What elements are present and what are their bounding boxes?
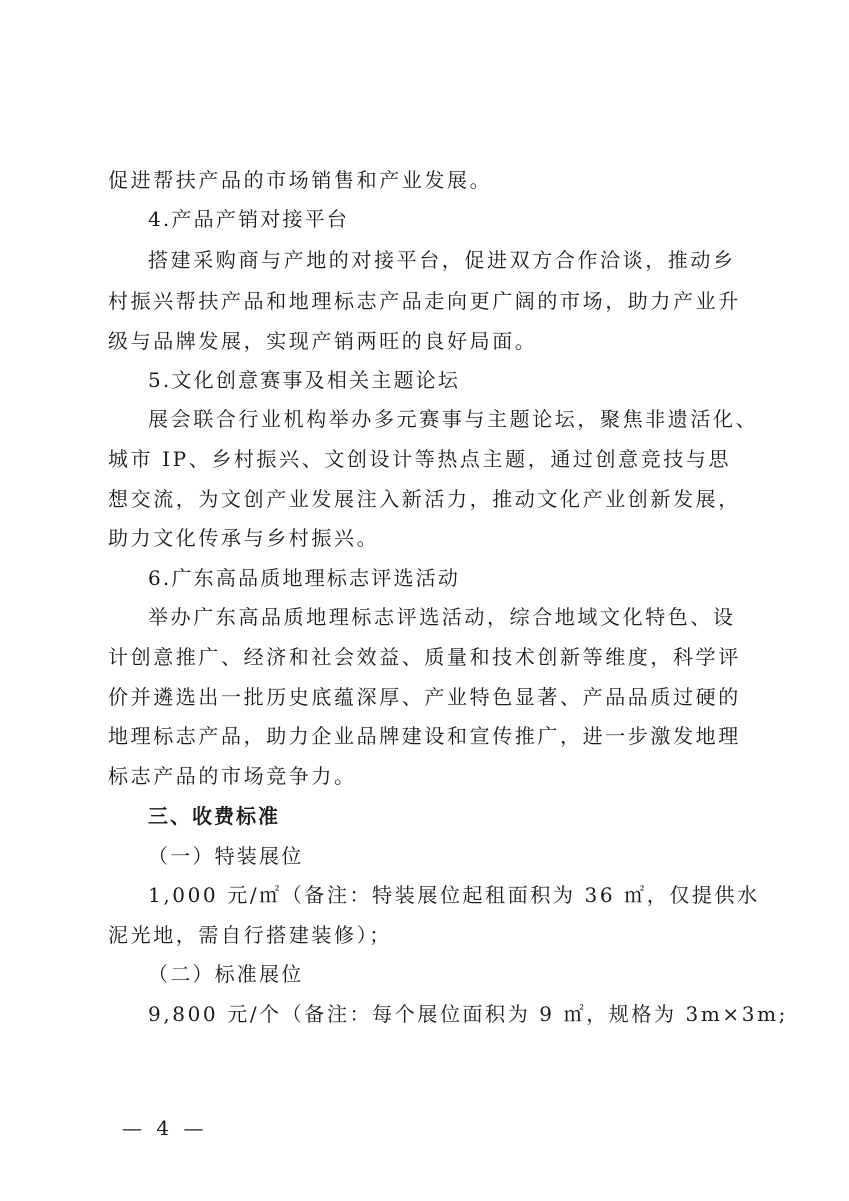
page-number: — 4 — — [122, 1116, 208, 1140]
paragraph-line: 标志产品的市场竞争力。 — [108, 764, 357, 788]
paragraph-line: 级与品牌发展，实现产销两旺的良好局面。 — [108, 329, 538, 353]
paragraph-line: 展会联合行业机构举办多元赛事与主题论坛，聚焦非遗活化、 — [148, 407, 759, 431]
paragraph-line: 1,000 元/㎡（备注：特装展位起租面积为 36 ㎡，仅提供水 — [148, 883, 760, 907]
paragraph-line: 想交流，为文创产业发展注入新活力，推动文化产业创新发展， — [108, 487, 741, 511]
paragraph-line: 村振兴帮扶产品和地理标志产品走向更广阔的市场，助力产业升 — [108, 289, 741, 313]
subsection-title-4: 4.产品产销对接平台 — [148, 207, 350, 231]
fee-category-special-booth: （一）特装展位 — [148, 844, 304, 868]
subsection-title-6: 6.广东高品质地理标志评选活动 — [148, 566, 461, 590]
paragraph-line: 促进帮扶产品的市场销售和产业发展。 — [108, 168, 493, 192]
paragraph-line: 价并遴选出一批历史底蕴深厚、产业特色显著、产品品质过硬的 — [108, 685, 741, 709]
paragraph-line: 城市 IP、乡村振兴、文创设计等热点主题，通过创意竞技与思 — [108, 447, 732, 471]
paragraph-line: 搭建采购商与产地的对接平台，促进双方合作洽谈，推动乡 — [148, 248, 736, 272]
paragraph-line: 地理标志产品，助力企业品牌建设和宣传推广，进一步激发地理 — [108, 724, 741, 748]
subsection-title-5: 5.文化创意赛事及相关主题论坛 — [148, 368, 461, 392]
paragraph-line: 举办广东高品质地理标志评选活动，综合地域文化特色、设 — [148, 605, 736, 629]
paragraph-line: 计创意推广、经济和社会效益、质量和技术创新等维度，科学评 — [108, 645, 741, 669]
paragraph-line: 助力文化传承与乡村振兴。 — [108, 526, 380, 550]
fee-category-standard-booth: （二）标准展位 — [148, 962, 304, 986]
paragraph-line: 9,800 元/个（备注：每个展位面积为 9 ㎡，规格为 3m×3m; — [148, 1002, 789, 1026]
section-heading-fees: 三、收费标准 — [148, 804, 280, 828]
paragraph-line: 泥光地，需自行搭建装修）； — [108, 923, 392, 947]
